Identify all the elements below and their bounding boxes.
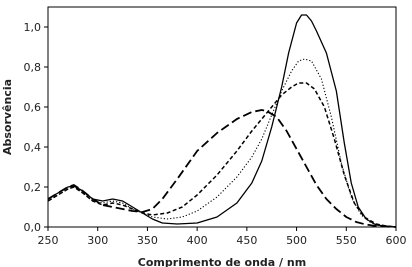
x-tick-label: 250 <box>37 234 59 247</box>
y-tick-label: 0,0 <box>23 221 41 234</box>
y-tick-label: 0,8 <box>23 61 41 74</box>
y-tick-label: 0,2 <box>23 181 41 194</box>
y-tick-label: 1,0 <box>23 21 41 34</box>
y-axis-title: Absorvência <box>1 78 14 156</box>
x-tick-label: 350 <box>136 234 158 247</box>
x-tick-label: 600 <box>385 234 407 247</box>
y-tick-label: 0,6 <box>23 101 41 114</box>
x-tick-label: 400 <box>186 234 208 247</box>
x-tick-label: 500 <box>286 234 308 247</box>
series-layer <box>48 15 396 227</box>
x-tick-label: 300 <box>87 234 109 247</box>
plot-area <box>48 7 396 227</box>
series-line-1-solid <box>48 15 396 227</box>
y-tick-label: 0,4 <box>23 141 41 154</box>
x-axis-title: Comprimento de onda / nm <box>137 256 307 267</box>
x-tick-label: 450 <box>236 234 258 247</box>
x-tick-label: 550 <box>335 234 357 247</box>
plot-frame <box>48 7 396 227</box>
series-line-3-short-dash <box>48 83 396 227</box>
